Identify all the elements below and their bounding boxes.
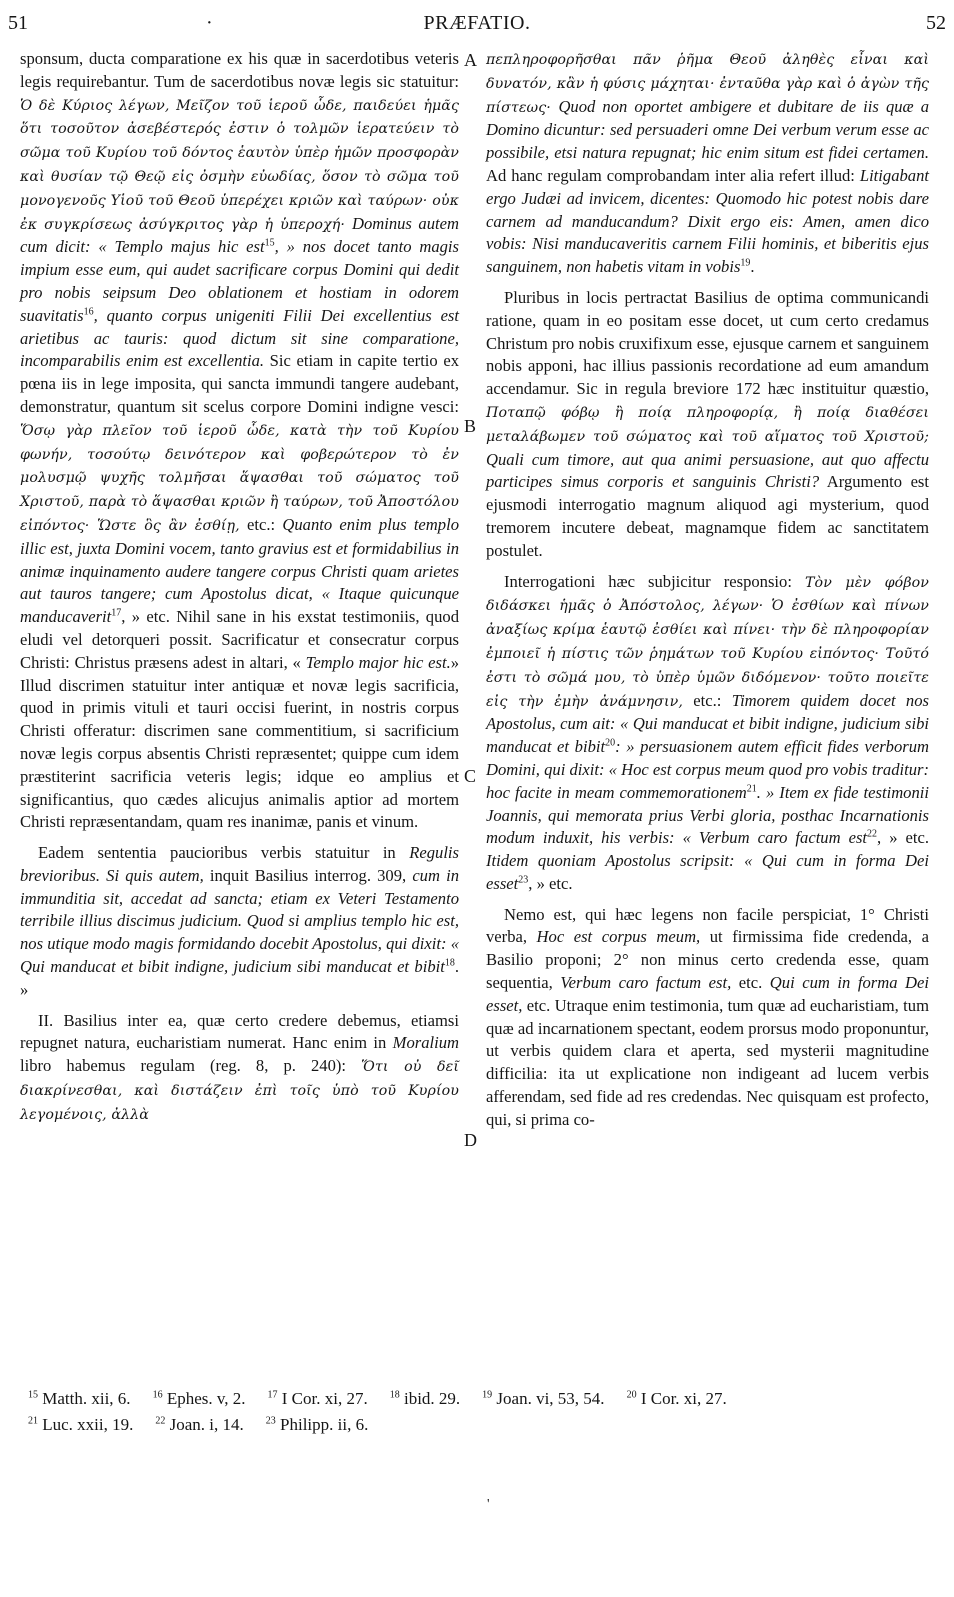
footnote-ref: 21 [746,783,757,795]
latin-text: Litigabant ergo Judæi ad invicem, dicentes: Quomodo hic potest nobis dare carnem ad manducandum? Dixit ergo eis: Amen, amen dico vobis: Nisi manducaveritis carnem Filii hominis, et biberitis ejus sanguinem, non habetis vitam in vobis [486,165,929,277]
left-column [20,48,459,1127]
margin-marker-b: B [464,416,477,436]
margin-marker-d: D [464,1130,477,1150]
footnote-text: Ephes. v, 2. [162,1389,246,1408]
footnote [153,1386,246,1412]
footnote-text: Joan. i, 14. [165,1415,244,1434]
latin-text: , quanto corpus unigeniti Filii Dei excellentius est arietibus ac tauris: quod dictum sit sine comparatione, incomparabilis enim est excellentia. [20,305,459,371]
latin-text: : » persuasionem autem efficit fides verborum Domini, qui dixit: « Hoc est corpus meum quod pro vobis traditur: hoc facite in meam commemorationem [486,737,930,802]
latin-text: Quanto enim plus templo illic est, juxta Domini vocem, tanto gravius est et formidabilius in animæ inquinamento audere tangere corpus Christi quam arietes aut tauros tangere; cum Apostolus dicat, « Itaque quicunque manducaverit [20,514,459,627]
right-paragraph-2 [486,287,929,563]
right-paragraph-3 [486,571,929,896]
page-title: PRÆFATIO. [423,12,531,34]
latin-text: cum in immunditia sit, accedat ad sancta; etiam ex Veteri Testamento terribile illius discimus judicium. Quod si amplius templo hic est, nos utique modo magis formidando docebit Apostolus, qui dixit: « Qui manducat et bibit indigne, judicium sibi manducat et bibit [20,865,459,977]
left-paragraph-3 [20,1010,459,1127]
page-number-right: 52 [926,12,946,34]
latin-text: Verbum caro factum est, [560,973,732,993]
latin-text: etc.: [239,514,283,534]
margin-marker-a: A [464,50,477,70]
greek-text: Ὅτι οὐ δεῖ διακρίνεσθαι, καὶ διστάζειν ἐπὶ τοῖς ὑπὸ τοῦ Κυρίου λεγομένοις, ἀλλὰ [20,1059,460,1123]
latin-text: sponsum, ducta comparatione ex his quæ in sacerdotibus veteris legis requirebantur. Tum de sacerdotibus novæ legis sic statuitur: [20,49,459,91]
greek-text: πεπληροφορῆσθαι πᾶν ῥῆμα Θεοῦ ἀληθὲς εἶναι καὶ δυνατόν, κἂν ἡ φύσις μάχηται· ἐνταῦθα γὰρ καὶ ὁ ἀγὼν τῆς πίστεως· [486,52,929,116]
latin-text: Qui cum in forma Dei esset, [486,973,929,1015]
latin-text: Regulis brevioribus. Si quis autem, [20,843,459,885]
latin-text: Interrogationi hæc subjicitur responsio: [504,571,805,591]
footnote [28,1386,131,1412]
footnote-number: 17 [267,1389,278,1401]
footnote-number: 15 [28,1389,38,1401]
footnote-text: I Cor. xi, 27. [277,1389,368,1408]
latin-text: etc. Utraque enim testimonia, tum quæ ad eucharistiam, tum quæ ad incarnationem spectant, eodem prorsus modo proponuntur, ut verbis quidem clara et aperta, sed mysterii magnitudine difficilia: ita ut explicatione non indigeant ad lucem verbis afferendam, sed fide ad res credendas. Nec quisquam est profecto, qui, si prima co- [486,995,929,1129]
footnote-ref: 15 [264,237,275,249]
left-paragraph-2 [20,842,459,1002]
right-column [486,48,929,1132]
footnote-text: Joan. vi, 53, 54. [492,1389,605,1408]
footnotes [28,1386,938,1438]
greek-text: Ποταπῷ φόβῳ ἢ ποίᾳ πληροφορίᾳ, ἢ ποίᾳ διαθέσει μεταλάβωμεν τοῦ σώματος καὶ τοῦ αἵματος τοῦ Χριστοῦ; [486,404,929,445]
latin-text: etc.: [682,690,732,710]
footnote-text: Matth. xii, 6. [38,1389,131,1408]
margin-marker-c: C [464,766,477,786]
latin-text: Itidem quoniam Apostolus scripsit: « Qui cum in forma Dei esset [486,851,929,893]
latin-text: libro habemus regulam (reg. 8, p. 240): [20,1056,362,1076]
right-paragraph-1 [486,48,929,279]
footnote-number: 16 [152,1389,163,1401]
footnote-number: 21 [28,1415,38,1427]
page-number-left: 51 [8,12,28,34]
footnote-ref: 17 [111,607,122,619]
footnote-row-1 [28,1386,938,1412]
footnote-text: ibid. 29. [399,1389,461,1408]
latin-text: , » nos docet tanto magis impium esse eum, qui audet sacrificare corpus Domini qui dedit pro nobis seipsum Deo oblationem et hostiam in odorem suavitatis [20,237,459,325]
footnote-ref: 18 [444,957,455,969]
latin-text: Timorem quidem docet nos Apostolus, cum ait: « Qui manducat et bibit indigne, judicium sibi manducat et bibit [486,690,929,757]
latin-text: , » etc. [877,828,929,848]
footnote-number: 22 [155,1415,166,1427]
footnote-number: 19 [482,1389,493,1401]
latin-text: . » [20,957,459,999]
greek-text: Ὅσῳ γὰρ πλεῖον τοῦ ἱεροῦ ὧδε, κατὰ τὴν τοῦ Κυρίου φωνήν, τοσούτῳ δεινότερον καὶ φοβερώτερον τὸ ἐν μολυσμῷ ψυχῆς τολμῆσαι ἅψασθαι τοῦ σώματος τοῦ Χριστοῦ, παρὰ τὸ ἅψασθαι κριῶν ἢ ταύρων, τοῦ Ἀποστόλου εἰπόντος· Ὥστε ὃς ἂν ἐσθίῃ, [20,422,459,534]
footnote [28,1412,133,1438]
header-dot: · [206,12,213,34]
footnote-text: Luc. xxii, 19. [38,1415,134,1434]
left-paragraph-1 [20,48,459,834]
footnote-ref: 23 [518,874,529,886]
latin-text: etc. [731,973,770,993]
footnote-ref: 19 [740,257,751,269]
footnote-text: I Cor. xi, 27. [636,1389,727,1408]
latin-text: II. Basilius inter ea, quæ certo credere debemus, etiamsi repugnet natura, eucharistiam numerat. Hanc enim in [20,1010,459,1053]
footnote-number: 23 [265,1415,276,1427]
latin-text: , » etc. [528,873,573,893]
footnote [627,1386,727,1412]
running-header [8,12,946,44]
footnote [268,1386,368,1412]
greek-text: Τὸν μὲν φόβον διδάσκει ἡμᾶς ὁ Ἀπόστολος, λέγων· Ὁ ἐσθίων καὶ πίνων ἀναξίως κρίμα ἑαυτῷ ἐσθίει καὶ πίνει· τὴν δὲ πληροφορίαν ἐμποιεῖ ἡ πίστις τῶν ῥημάτων τοῦ Κυρίου εἰπόντος· Τοῦτό ἐστι τὸ σῶμά μου, τὸ ὑπὲρ ὑμῶν διδόμενον· τοῦτο ποιεῖτε εἰς τὴν ἐμὴν ἀνάμνησιν, [486,574,929,710]
footnote-text: Philipp. ii, 6. [275,1415,369,1434]
latin-text: Nemo est, qui hæc legens non facile perspiciat, 1° Christi verba, [486,904,929,947]
footnote-ref: 20 [605,737,616,749]
footnote [482,1386,604,1412]
latin-text: Hoc est corpus meum, [536,927,701,947]
latin-text: Quod non oportet ambigere et dubitare de iis quæ a Domino dicuntur: sed persuaderi omne Dei verbum verum esse ac possibile, etsi natura repugnat; hic enim situm est fidei certamen. [486,96,930,163]
latin-text: Eadem sententia paucioribus verbis statuitur in [38,843,410,863]
latin-text: , » etc. Nihil sane in his exstat testimoniis, quod eludi vel detorqueri possit. Sacrificatur et consecratur corpus Christi: Christus præsens adest in altari, « [20,607,459,672]
latin-text: Sic etiam in capite tertio ex pœna iis in lege imposita, qui sancta immundi tangere audebant, demonstratur, quantum sit scelus corpore Domini indigne vesci: [20,351,459,416]
footnote [155,1412,243,1438]
latin-text: ut firmissima fide credenda, a Basilio proponi; 2° non minus certo credenda esse, quam sequentia, [486,927,929,993]
latin-text: Moralium [392,1033,459,1053]
latin-text: inquit Basilius interrog. 309, [203,865,413,885]
latin-text: . [750,257,755,277]
latin-text: Pluribus in locis pertractat Basilius de optima communicandi ratione, quam in eo positam esse docet, ut cum certo credamus Christum pro nobis cruxifixum esse, ejusque carnem et sanguinem nobis apponi, hac illius passionis recordatione ad eum amandum accendamur. Sic in regula breviore 172 hæc instituitur quæstio, [486,287,929,399]
footnote-ref: 22 [867,828,878,840]
latin-text: Dominus autem cum dicit: « Templo majus hic est [20,213,459,257]
footnote-row-2 [28,1412,938,1438]
footnote-number: 18 [389,1389,400,1401]
latin-text: Templo major hic est. [305,652,451,672]
stray-mark: ' [487,1497,490,1512]
footnote-ref: 16 [83,306,94,318]
footnote-number: 20 [626,1389,637,1401]
latin-text: Quali cum timore, aut qua animi persuasione, aut quo affectu participes simus corporis et sanguinis Christi? [486,449,929,492]
right-paragraph-4 [486,904,929,1132]
footnote [266,1412,369,1438]
latin-text: Argumento est ejusmodi interrogatio magnum aliquod agi mysterium, quod tremorem incutere debeat, magnamque fidem ac sanctitatem postulet. [486,472,929,560]
latin-text: Ad hanc regulam comprobandam inter alia refert illud: [486,165,860,185]
greek-text: Ὁ δὲ Κύριος λέγων, Μεῖζον τοῦ ἱεροῦ ὧδε, παιδεύει ἡμᾶς ὅτι τοσοῦτον ἀσεβέστερός ἐστιν ὁ τολμῶν ἱερατεύειν τὸ σῶμα τοῦ Κυρίου τοῦ δόντος ἑαυτὸν ὑπὲρ ἡμῶν προσφορὰν καὶ θυσίαν τῷ Θεῷ εἰς ὀσμὴν εὐωδίας, ὅσον τὸ σῶμα τοῦ μονογενοῦς Υἱοῦ τοῦ Θεοῦ ὑπερέχει κριῶν καὶ ταύρων· οὐκ ἐκ συγκρίσεως ἀσύγκριτος γὰρ ἡ ὑπεροχή· [20,97,459,233]
footnote [390,1386,460,1412]
latin-text: » Illud discrimen statuitur inter antiquæ et novæ legis sacrificia, quod in primis vituli et tauri occisi fuerint, in nostris corpus Christi offeratur: discrimen sane commentitium, si sacrificium novæ legis corpus absentis Christi repræsentet; quippe cum idem præstiterint sacrificia veteris legis; idque eo amplius et significantius, quo cædes alicujus animalis aptior ad mortem Christi repræsentandam, quam res inanimæ, panis et vinum. [20,652,460,832]
latin-text: . » Item ex fide testimonii Joannis, qui memorata prius Verbi gloria, posthac Incarnationis modum induxit, his verbis: « Verbum caro factum est [486,782,929,848]
